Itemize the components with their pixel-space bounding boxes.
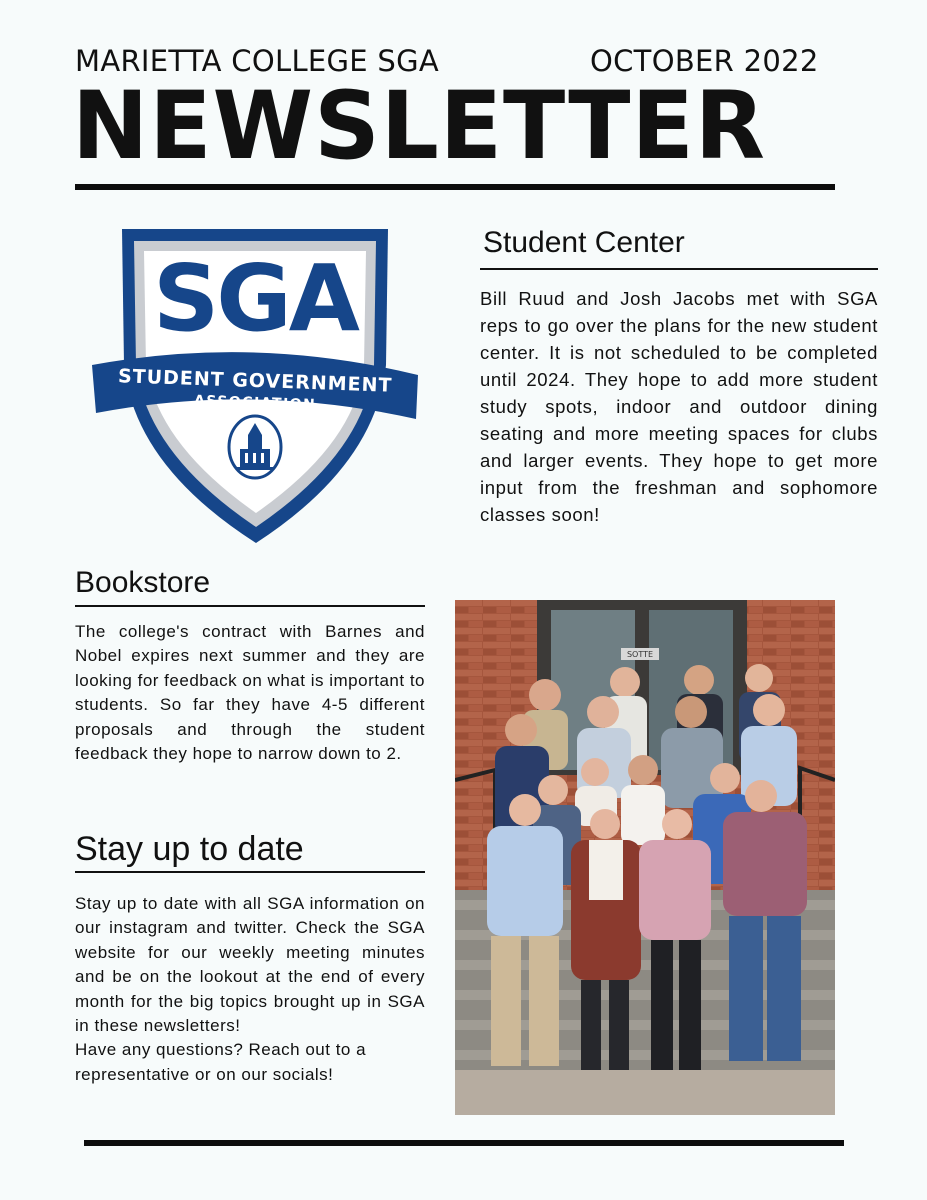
masthead-org: MARIETTA COLLEGE SGA: [75, 44, 440, 78]
stay-up-to-date-divider: [75, 871, 425, 873]
bookstore-body: The college's contract with Barnes and Nobel expires next summer and they are looking for feedback on what is important to students. So far they have 4-5 different proposals and through the student feedback they hope to narrow down to 2.: [75, 622, 425, 764]
sga-group-photo: [455, 600, 835, 1115]
top-divider: [75, 184, 835, 190]
newsletter-title: NEWSLETTER: [72, 72, 766, 181]
logo-acronym: SGA: [153, 245, 357, 352]
student-center-divider: [480, 268, 878, 270]
student-center-heading: Student Center: [483, 226, 685, 259]
bottom-divider: [84, 1140, 844, 1146]
stay-up-to-date-paragraph-2: Have any questions? Reach out to a representative or on our socials!: [75, 1040, 367, 1084]
bookstore-divider: [75, 605, 425, 607]
logo-banner-line1: STUDENT GOVERNMENT: [117, 365, 393, 397]
logo-banner-line2: ASSOCIATION: [193, 392, 317, 414]
stay-up-to-date-heading: Stay up to date: [75, 830, 304, 868]
bookstore-heading: Bookstore: [75, 566, 211, 599]
stay-up-to-date-body: [75, 892, 425, 1087]
building-emblem: [229, 416, 281, 478]
masthead-date: OCTOBER 2022: [590, 44, 819, 78]
stay-up-to-date-paragraph-1: Stay up to date with all SGA information on our instagram and twitter. Check the SGA website for our weekly meeting minutes and be on the lookout at the end of every month for the big topics brought up in SGA in these newsletters!: [75, 894, 425, 1036]
door-sign: SOTTE: [626, 650, 654, 659]
sga-logo: [90, 225, 420, 545]
student-center-body: Bill Ruud and Josh Jacobs met with SGA reps to go over the plans for the new student center. It is not scheduled to be completed until 2024. They hope to add more student study spots, indoor and outdoor dining seating and more meeting spaces for clubs and larger events. They hope to get more input from the freshman and sophomore classes soon!: [480, 288, 878, 525]
